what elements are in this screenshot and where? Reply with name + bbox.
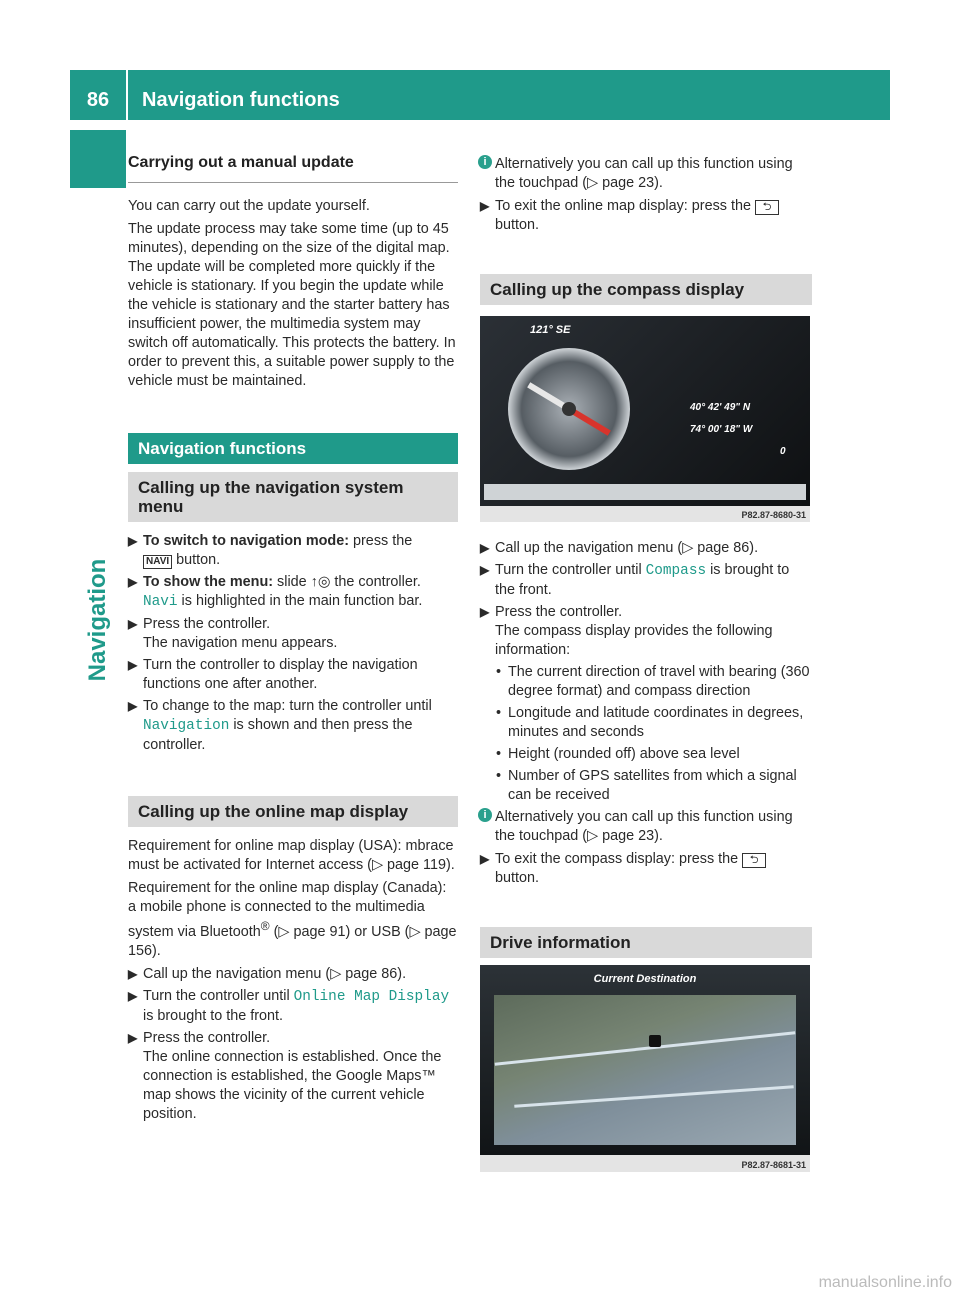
bullet-icon: • [496,768,502,784]
step-arrow-icon: ▶ [480,605,490,619]
sidebar [70,130,126,1170]
subheading-drive-information: Drive information [480,927,812,958]
controller-slide-icon: ↑◎ [310,574,331,590]
compass-heading: 121° SE [530,324,571,336]
step-arrow-icon: ▶ [480,563,490,577]
compass-hub [562,402,576,416]
header-title: Navigation functions [142,89,340,111]
step-arrow-icon: ▶ [480,852,490,866]
bullet-icon: • [496,705,502,721]
map-view [494,995,796,1145]
back-button-icon: ⮌ [755,200,779,215]
step-arrow-icon: ▶ [480,199,490,213]
sidebar-block [70,130,126,188]
step-arrow-icon: ▶ [128,988,138,1003]
step-text: Press the controller. [143,1029,271,1046]
step-arrow-icon: ▶ [128,658,138,672]
step-text: is highlighted in the main function bar. [181,593,423,609]
instruction-step [128,987,458,1026]
map-title: Current Destination [593,973,697,985]
step-arrow-icon: ▶ [128,534,138,548]
step-text: To exit the compass display: press the [495,851,739,867]
page-number: 86 [86,89,110,111]
info-icon: i [478,808,492,822]
bullet-item [480,663,812,701]
step-text: button. [495,870,540,886]
info-note [480,808,812,846]
image-code: P82.87-8681-31 [741,1160,806,1170]
instruction-step [480,561,812,600]
bullet-icon: • [496,664,502,680]
bullet-text: Number of GPS satellites from which a signal can be received [508,768,797,803]
instruction-step [480,850,812,888]
compass-display-image [480,316,810,522]
step-text: Call up the navigation menu (▷ page 86). [495,540,759,556]
step-text: Turn the controller until [143,987,290,1004]
subheading-online-map: Calling up the online map display [128,796,458,827]
subheading-compass: Calling up the compass display [480,274,812,305]
step-arrow-icon: ▶ [128,699,138,713]
instruction-step [128,615,458,653]
step-text: To change to the map: turn the controller until [143,698,432,714]
section-heading-manual-update: Carrying out a manual update [128,153,458,183]
instruction-step [128,1029,458,1124]
step-text: is brought to the front. [143,1007,283,1024]
bullet-item [480,745,812,764]
bullet-item [480,767,812,805]
step-result: The online connection is established. Once the connection is established, the Google Maps™ map shows the vicinity of the current vehicle position. [143,1048,442,1122]
step-text: is shown and then press the controller. [143,717,413,753]
step-label: To show the menu: [143,574,274,590]
paragraph: The update process may take some time (up to 45 minutes), depending on the size of the digital map. The update will be completed more quickly if the vehicle is stationary. If you begin the update while the vehicle is stationary and the starter battery has insufficient power, the multimedia system may switch off automatically. This protects the battery. In order to prevent this, a suitable power supply to the vehicle must be maintained. [128,221,456,389]
back-button-icon: ⮌ [742,853,766,868]
sidebar-label: Navigation [84,558,111,682]
right-column-bottom [480,539,812,968]
header-divider [126,70,128,120]
paragraph: Requirement for online map display (USA): mbrace must be activated for Internet access (▷ page 119). [128,838,455,873]
step-text: To exit the online map display: press the [495,198,751,214]
step-arrow-icon: ▶ [128,966,138,981]
instruction-step [480,539,812,558]
step-text: is brought to the front. [495,562,790,598]
step-text: press the [353,533,413,549]
compass-bottom-bar [484,484,806,500]
watermark: manualsonline.info [818,1274,952,1291]
note-text: Alternatively you can call up this function using the touchpad (▷ page 23). [495,809,793,844]
step-text: button. [495,217,540,233]
display-term: Navi [143,594,178,610]
image-code: P82.87-8680-31 [741,510,806,520]
section-band-navigation-functions: Navigation functions [128,433,458,464]
paragraph [128,879,458,961]
info-icon: i [478,155,492,169]
display-term: Navigation [143,718,230,734]
step-label: To switch to navigation mode: [143,533,350,549]
step-text: Call up the navigation menu (▷ page 86). [143,965,407,982]
map-road [495,1031,796,1066]
satellite-count: 0 [780,446,786,457]
registered-mark: ® [260,919,270,933]
step-text: Press the controller. [495,604,623,620]
instruction-step [128,532,458,570]
step-text: Press the controller. [143,616,271,632]
paragraph-text: Requirement for the online map display (Canada): a mobile phone is connected to the multimedia system via Bluetooth [128,880,447,940]
instruction-step [128,697,458,755]
step-text: Turn the controller to display the navigation functions one after another. [143,657,418,692]
instruction-step [128,656,458,694]
step-result: The compass display provides the following information: [495,623,773,658]
instruction-step [480,197,812,235]
drive-information-image [480,965,810,1172]
bullet-text: The current direction of travel with bearing (360 degree format) and compass direction [508,664,810,699]
paragraph-text: (▷ page 91) or USB (▷ page 156). [128,923,457,959]
info-note [480,155,812,193]
map-road [514,1085,794,1108]
step-result: The navigation menu appears. [143,635,338,651]
page-header [70,70,890,120]
subheading-navigation-menu: Calling up the navigation system menu [128,472,458,522]
compass-dial [508,348,630,470]
bullet-icon: • [496,746,502,762]
instruction-step [128,965,458,984]
left-column [128,153,458,1127]
bullet-text: Height (rounded off) above sea level [508,746,740,762]
navi-key-icon: NAVI [143,555,172,569]
display-term: Compass [645,563,707,579]
bullet-item [480,704,812,742]
step-arrow-icon: ▶ [480,541,490,555]
note-text: Alternatively you can call up this function using the touchpad (▷ page 23). [495,156,793,191]
step-arrow-icon: ▶ [128,575,138,589]
step-text: the controller. [334,574,421,590]
step-text: slide [277,574,307,590]
display-term: Online Map Display [293,988,450,1005]
step-arrow-icon: ▶ [128,617,138,631]
step-text: button. [176,552,221,568]
instruction-step [128,573,458,612]
bullet-text: Longitude and latitude coordinates in degrees, minutes and seconds [508,705,804,740]
right-column-top [480,155,812,315]
step-arrow-icon: ▶ [128,1030,138,1045]
paragraph: You can carry out the update yourself. [128,198,370,214]
longitude-readout: 74° 00' 18" W [690,424,753,435]
instruction-step [480,603,812,660]
vehicle-position-icon [649,1035,661,1047]
step-text: Turn the controller until [495,562,642,578]
latitude-readout: 40° 42' 49" N [690,402,751,413]
